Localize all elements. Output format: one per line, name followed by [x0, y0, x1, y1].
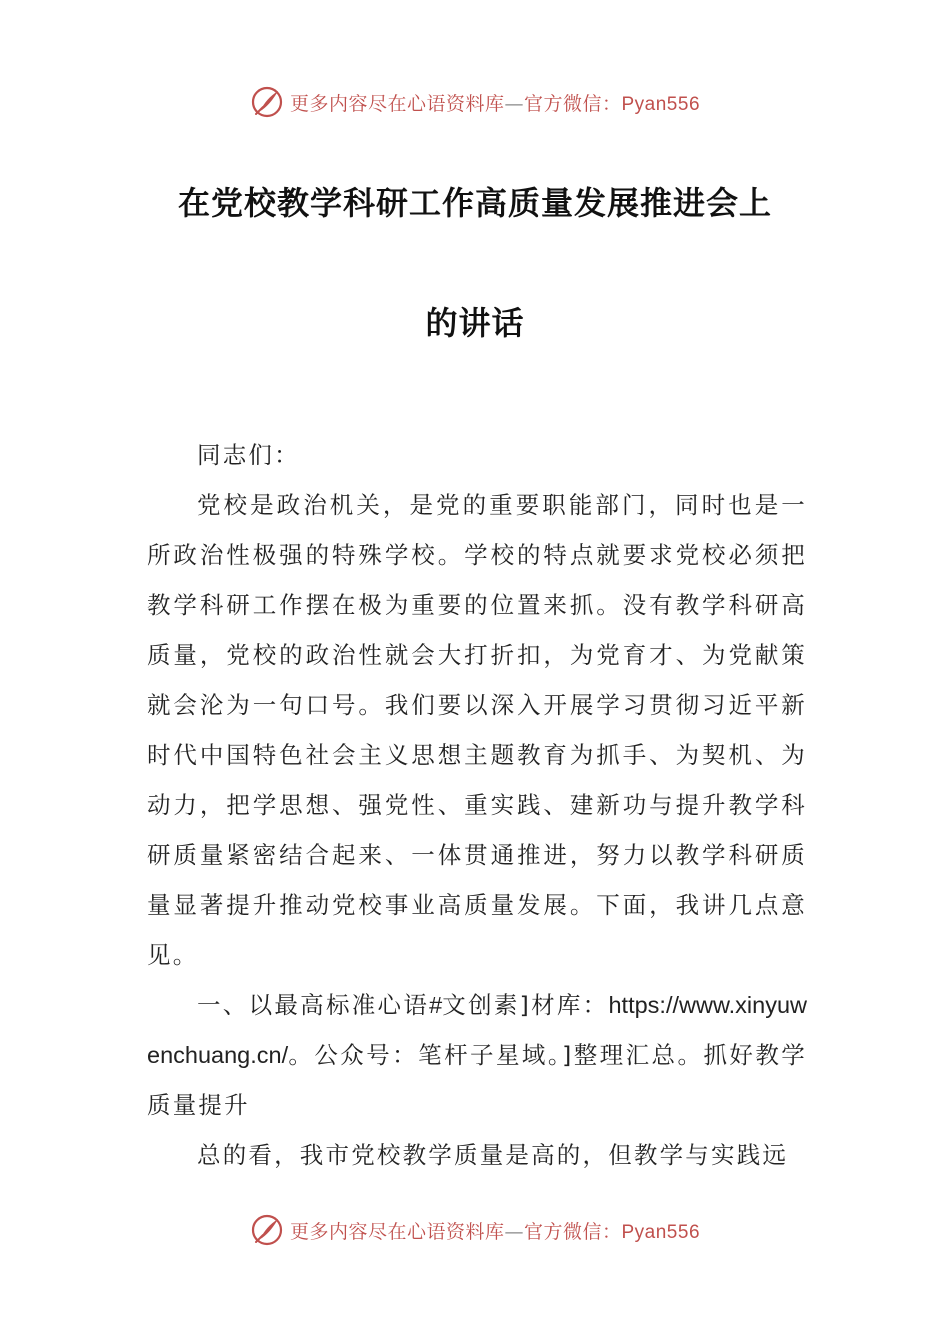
- watermark-text: [290, 89, 700, 116]
- watermark-wechat-id: Pyan556: [621, 1221, 701, 1243]
- footer-watermark-banner: [0, 1210, 950, 1250]
- watermark-dash: —: [504, 92, 524, 115]
- salutation: 同志们：: [197, 441, 300, 469]
- document-body: [147, 430, 807, 1180]
- paragraph-intro: 党校是政治机关，是党的重要职能部门，同时也是一所政治性极强的特殊学校。学校的特点就要求党校必须把教学科研工作摆在极为重要的位置来抓。没有教学科研高质量，党校的政治性就会大打折扣，为党育才、为党献策就会沦为一句口号。我们要以深入开展学习贯彻习近平新时代中国特色社会主义思想主题教育为抓手、为契机、为动力，把学思想、强党性、重实践、建新功与提升教学科研质量紧密结合起来、一体贯通推进，努力以教学科研质量显著提升推动党校事业高质量发展。下面，我讲几点意见。: [147, 491, 807, 969]
- section1-tail: 。公众号：笔杆子星域。]整理汇总。抓好教学质量提升: [147, 1041, 807, 1119]
- watermark-wechat-id: Pyan556: [621, 93, 701, 115]
- header-watermark-banner: [0, 82, 950, 122]
- section1-prefix: 一、以最高标准心语: [197, 991, 430, 1019]
- section1-url: https://www.xinyuwenchuang.cn/: [147, 992, 807, 1068]
- paragraph-2: 总的看，我市党校教学质量是高的，但教学与实践远: [197, 1141, 789, 1169]
- section1-mid: 文创素]材库：: [442, 991, 609, 1019]
- watermark-dash: —: [504, 1220, 524, 1243]
- watermark-wechat-label: 官方微信：: [523, 1220, 622, 1243]
- feather-pen-logo-icon: [250, 1213, 284, 1247]
- watermark-wechat-label: 官方微信：: [523, 92, 622, 115]
- section1-hash: #: [429, 992, 443, 1018]
- watermark-library-text: 更多内容尽在心语资料库: [289, 1220, 505, 1243]
- section-heading-1: [147, 980, 807, 1130]
- watermark-library-text: 更多内容尽在心语资料库: [289, 92, 505, 115]
- document-title-line1: 在党校教学科研工作高质量发展推进会上: [177, 184, 772, 222]
- feather-pen-logo-icon: [250, 85, 284, 119]
- document-title-line2: 的讲话: [425, 304, 525, 342]
- watermark-text: [290, 1217, 700, 1244]
